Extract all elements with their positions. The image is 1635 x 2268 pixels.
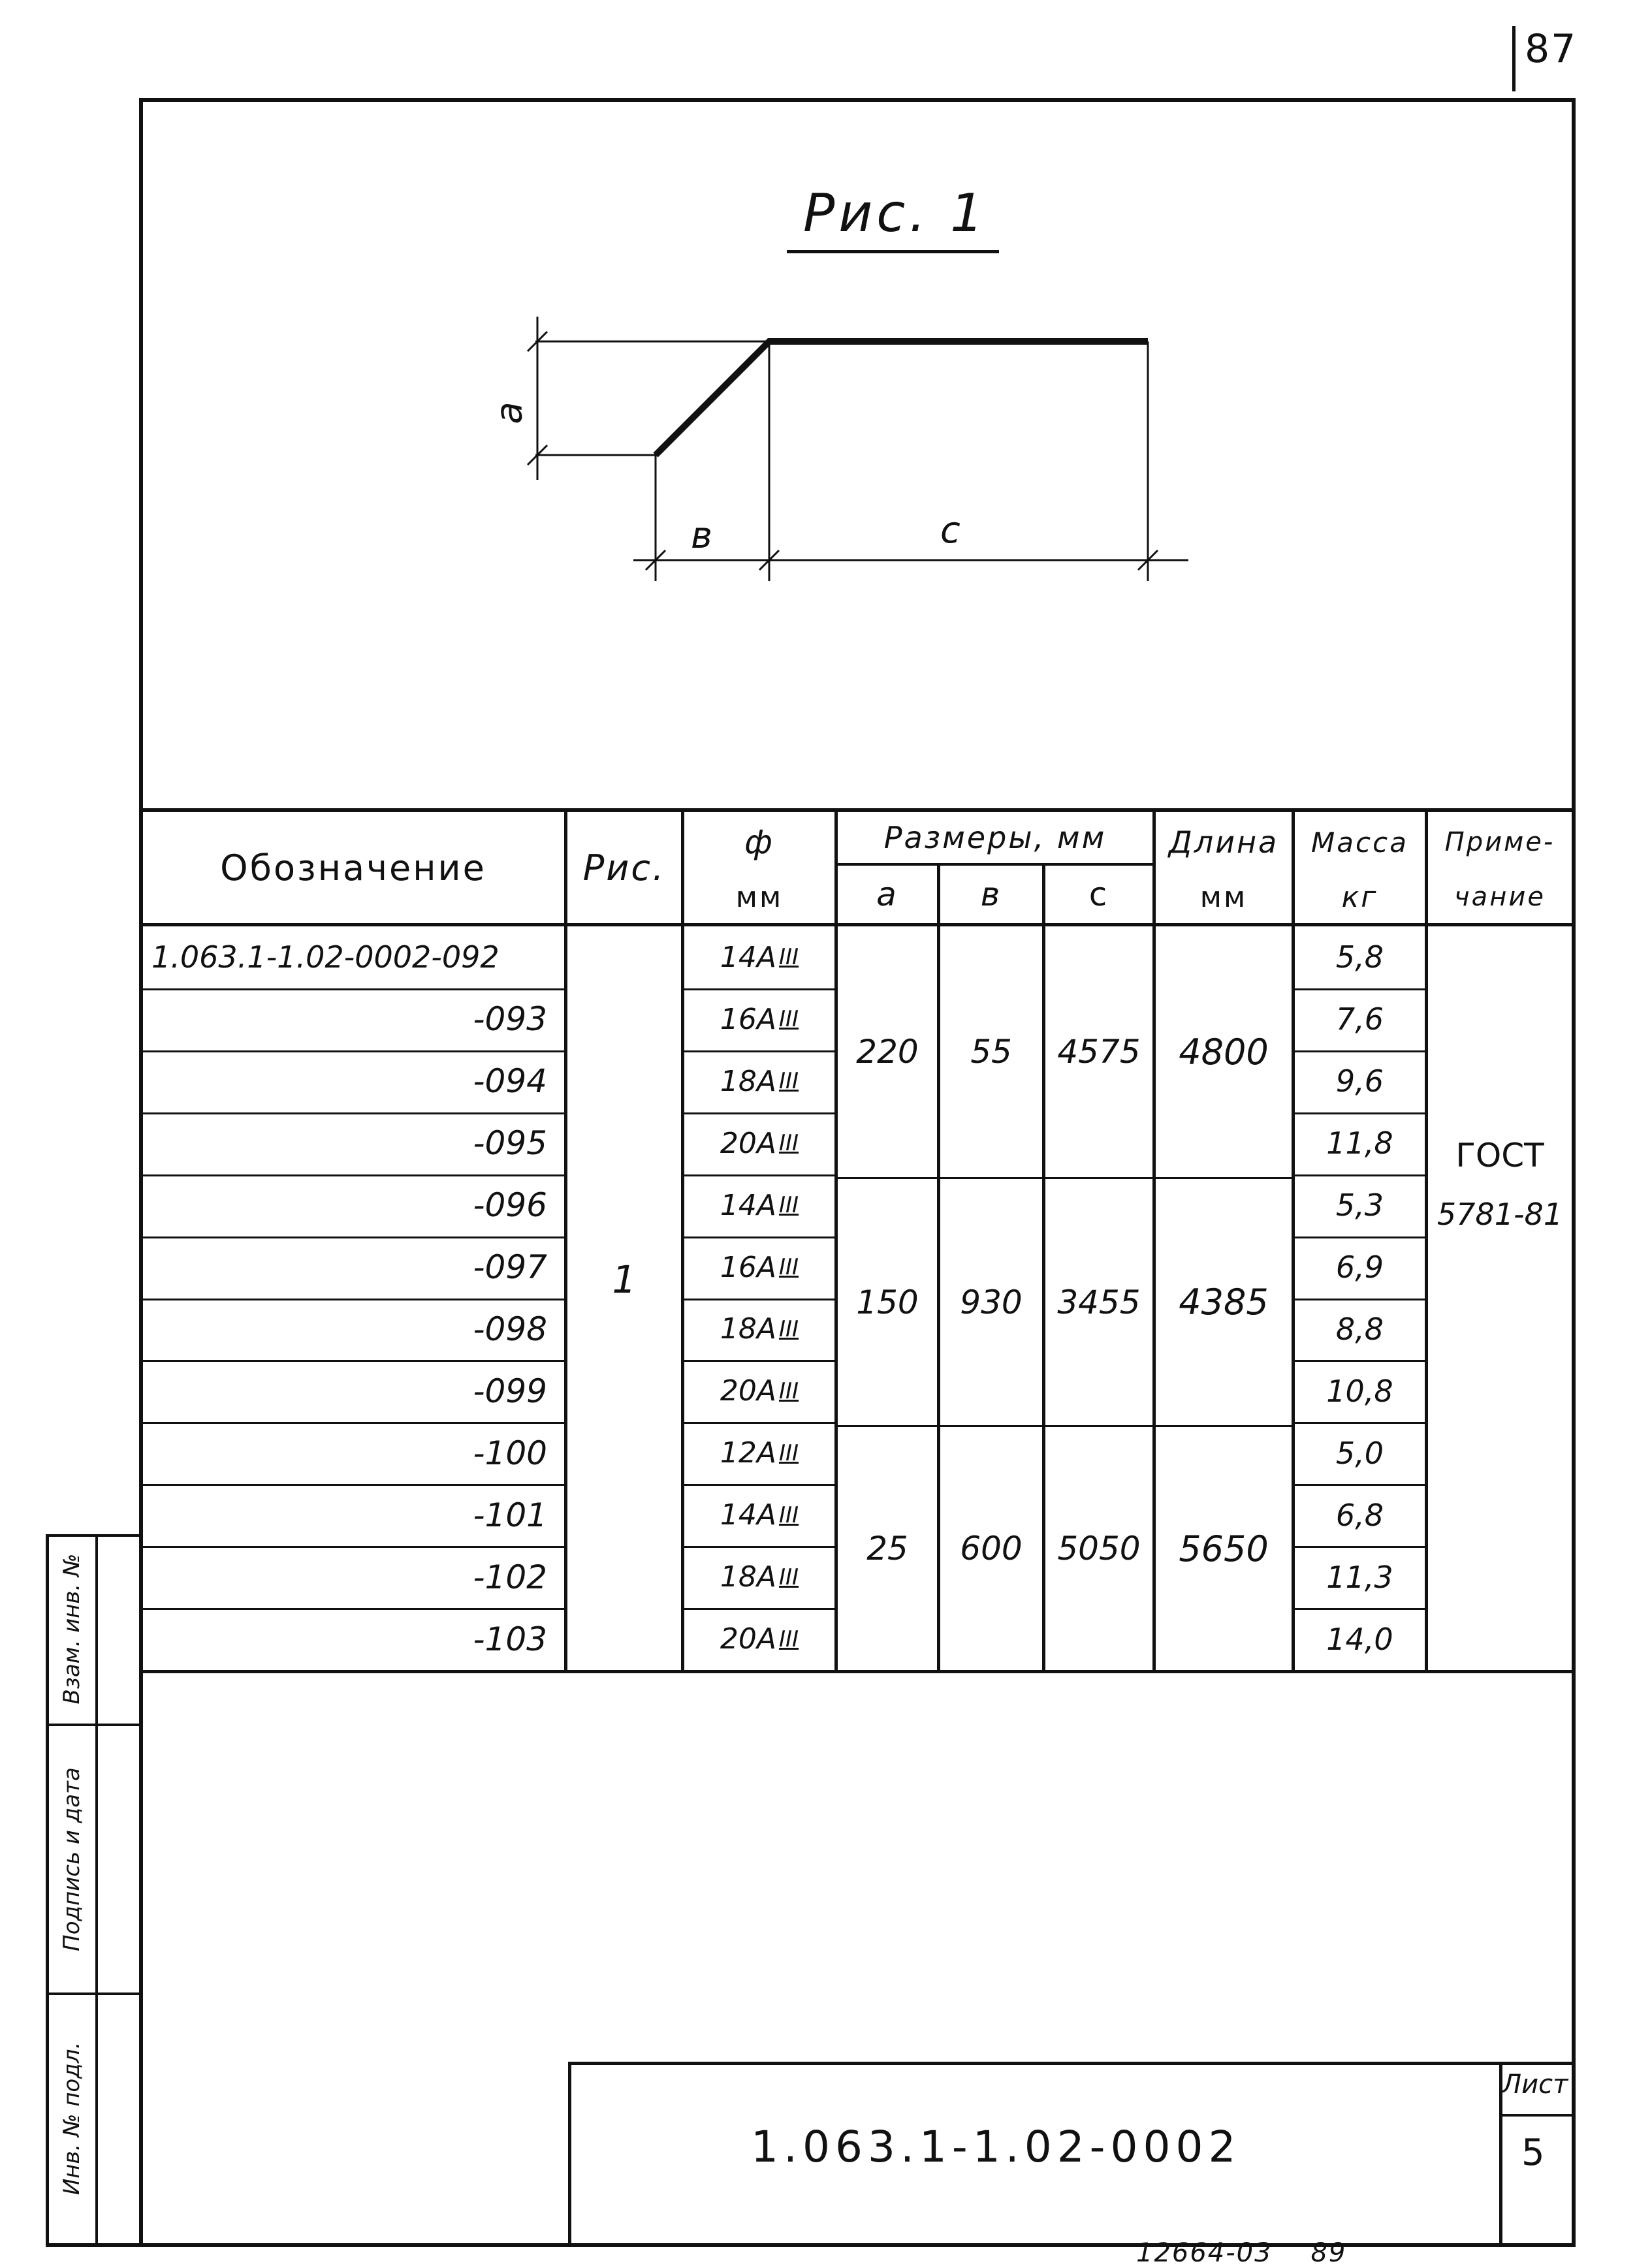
group3-length: 5650: [1179, 1528, 1269, 1569]
stamp-inner-divider: [95, 1534, 98, 2247]
group1-a: 220: [856, 1033, 919, 1071]
row-mass: 6,8: [1335, 1497, 1384, 1533]
row-mass: 14,0: [1326, 1621, 1393, 1657]
row-bar-grade: III: [779, 1502, 799, 1528]
row-designation: 1.063.1-1.02-0002-092: [151, 939, 500, 975]
group3-c: 5050: [1057, 1530, 1141, 1567]
row-bar-diameter: 14А: [720, 940, 776, 974]
row-bar-size: [684, 1608, 834, 1670]
sheet-number: 5: [1521, 2132, 1546, 2174]
header-sizes: Размеры, мм: [883, 820, 1107, 855]
group3-b: 600: [960, 1530, 1023, 1567]
row-bar-diameter: 12А: [720, 1436, 776, 1470]
row-bar-diameter: 18А: [720, 1064, 776, 1098]
row-bar-size: [684, 1422, 834, 1484]
header-length: Длина: [1168, 825, 1279, 860]
row-designation: -103: [473, 1620, 547, 1658]
dim-label-b: в: [691, 514, 713, 557]
row-designation: -094: [473, 1062, 547, 1101]
row-bar-size: [684, 988, 834, 1050]
frame-right: [1572, 98, 1576, 2247]
group1-length: 4800: [1179, 1031, 1269, 1073]
row-mass: 9,6: [1335, 1063, 1384, 1099]
row-bar-size: [684, 926, 834, 988]
row-bar-diameter: 16А: [720, 1250, 776, 1284]
header-phi-unit: мм: [735, 880, 784, 914]
header-note-line2: чание: [1454, 882, 1546, 912]
row-designation: -095: [473, 1124, 547, 1163]
row-designation: -097: [473, 1248, 547, 1287]
header-b: в: [980, 875, 1002, 913]
group1-c: 4575: [1057, 1033, 1141, 1071]
row-bar-size: [684, 1546, 834, 1608]
row-designation: -098: [473, 1310, 547, 1348]
title-block-sheet-sep: [1499, 2114, 1576, 2117]
frame-top: [139, 98, 1576, 102]
header-length-unit: мм: [1199, 880, 1248, 914]
row-bar-diameter: 20А: [720, 1126, 776, 1160]
row-bar-grade: III: [779, 1068, 799, 1095]
dim-label-a: a: [488, 402, 531, 424]
title-block-top: [568, 2062, 1576, 2065]
header-mass: Масса: [1311, 826, 1408, 858]
row-mass: 11,8: [1326, 1126, 1393, 1161]
page-number: 87: [1525, 26, 1578, 72]
title-block-left: [568, 2062, 571, 2247]
row-bar-size: [684, 1360, 834, 1422]
row-mass: 10,8: [1326, 1373, 1393, 1409]
row-bar-grade: III: [779, 1440, 799, 1466]
stamp-inv-replace: Взам. инв. №: [59, 1553, 85, 1705]
document-code: 1.063.1-1.02-0002: [751, 2122, 1241, 2172]
bar-profile: [656, 341, 1148, 455]
group1-b: 55: [970, 1033, 1012, 1071]
row-bar-grade: III: [779, 1315, 799, 1342]
row-mass: 7,6: [1335, 1001, 1384, 1037]
row-bar-grade: III: [779, 1130, 799, 1157]
stamp-sign-date: Подпись и дата: [59, 1767, 85, 1951]
row-mass: 5,3: [1335, 1188, 1384, 1223]
header-c: c: [1088, 875, 1109, 913]
row-mass: 8,8: [1335, 1311, 1384, 1347]
row-designation: -099: [473, 1372, 547, 1410]
row-bar-grade: III: [779, 1626, 799, 1652]
stamp-outer-left: [46, 1534, 49, 2247]
fig-value: 1: [612, 1257, 637, 1302]
row-bar-size: [684, 1174, 834, 1236]
row-bar-diameter: 18А: [720, 1560, 776, 1594]
row-bar-grade: III: [779, 1254, 799, 1281]
header-mass-unit: кг: [1341, 880, 1378, 914]
row-mass: 6,9: [1335, 1250, 1384, 1285]
row-mass: 5,0: [1335, 1435, 1384, 1471]
header-fig: Рис.: [582, 847, 666, 889]
group2-length: 4385: [1179, 1282, 1269, 1323]
row-bar-size: [684, 1050, 834, 1112]
note-line2: 5781-81: [1437, 1197, 1563, 1232]
row-designation: -093: [473, 1000, 547, 1039]
row-bar-size: [684, 1299, 834, 1361]
row-bar-grade: III: [779, 944, 799, 971]
header-note-line1: Приме-: [1444, 827, 1555, 857]
row-bar-diameter: 16А: [720, 1002, 776, 1036]
group2-c: 3455: [1057, 1283, 1141, 1321]
bend-diagram: [457, 300, 1241, 601]
row-bar-diameter: 18А: [720, 1312, 776, 1346]
row-mass: 5,8: [1335, 939, 1384, 975]
page-number-divider: [1512, 26, 1516, 91]
bottom-note: 12664-03 89: [1136, 2238, 1347, 2268]
row-designation: -096: [473, 1186, 547, 1225]
note-line1: ГОСТ: [1455, 1137, 1544, 1174]
row-bar-grade: III: [779, 1192, 799, 1219]
header-a: a: [876, 875, 898, 913]
dim-label-c: c: [940, 509, 960, 552]
row-bar-size: [684, 1112, 834, 1174]
row-bar-diameter: 14А: [720, 1188, 776, 1222]
row-bar-size: [684, 1484, 834, 1546]
group2-b: 930: [960, 1283, 1023, 1321]
row-mass: 11,3: [1326, 1559, 1393, 1595]
figure-title-underline: [787, 250, 999, 253]
row-bar-diameter: 20А: [720, 1374, 776, 1408]
group2-a: 150: [856, 1283, 919, 1321]
row-bar-grade: III: [779, 1006, 799, 1033]
row-bar-grade: III: [779, 1564, 799, 1590]
group3-a: 25: [866, 1530, 908, 1567]
row-designation: -100: [473, 1434, 547, 1472]
row-bar-grade: III: [779, 1378, 799, 1404]
row-bar-size: [684, 1236, 834, 1299]
stamp-inv-orig: Инв. № подл.: [59, 2041, 85, 2196]
table-bottom-line: [139, 1670, 1576, 1673]
figure-title: Рис. 1: [803, 183, 987, 244]
row-bar-diameter: 20А: [720, 1622, 776, 1656]
row-designation: -102: [473, 1558, 547, 1596]
row-designation: -101: [473, 1496, 547, 1534]
sheet-label: Лист: [1502, 2070, 1568, 2100]
header-designation: Обозначение: [220, 847, 486, 889]
header-phi: ф: [744, 823, 774, 861]
row-bar-diameter: 14А: [720, 1498, 776, 1532]
